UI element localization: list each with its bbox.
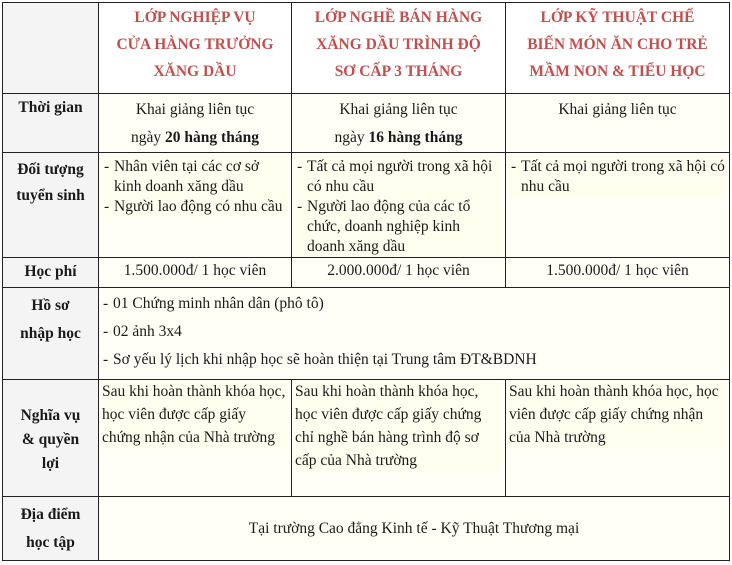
thoi-gian-course-1 [99,94,292,153]
header-corner-cell [3,3,99,94]
row-label-doi-tuong [3,153,99,258]
thoi-gian-course-3 [506,94,730,153]
course-table [2,2,730,561]
nghia-vu-course-3-text: Sau khi hoàn thành khóa học, học viên được cấp giấy chứng nhận của Nhà trường [509,380,725,449]
row-label-nghia-vu-line-3: lợi [41,455,60,472]
header-course-2 [292,3,506,94]
thoi-gian-course-1-line-2 [99,124,291,152]
nghia-vu-course-3 [506,380,730,497]
row-label-doi-tuong-line-2: tuyển sinh [16,187,85,204]
ho-so-item-1: - 01 Chứng minh nhân dân (phô tô) [101,290,725,318]
header-course-3-line-3: MẦM NON & TIỂU HỌC [529,63,706,80]
doi-tuong-course-3-item-1: - Tất cả mọi người trong xã hội có nhu cầu [509,157,725,197]
header-course-3-line-2: BIẾN MÓN ĂN CHO TRẺ [527,36,708,53]
header-course-1-line-2: CỬA HÀNG TRƯỞNG [116,36,274,53]
row-label-nghia-vu-line-1: Nghĩa vụ [20,407,81,424]
hoc-phi-course-2 [292,258,506,288]
doi-tuong-course-2 [292,153,506,258]
nghia-vu-course-2 [292,380,506,497]
nghia-vu-course-1 [99,380,292,497]
thoi-gian-course-1-day: 20 hàng tháng [165,129,259,146]
thoi-gian-course-2 [292,94,506,153]
header-course-2-line-1: LỚP NGHỀ BÁN HÀNG [314,9,483,26]
row-label-doi-tuong-line-1: Đối tượng [17,161,84,178]
thoi-gian-course-2-line-1: Khai giảng liên tục [339,101,458,118]
doi-tuong-course-1-item-2: - Người lao động có nhu cầu [102,197,287,217]
thoi-gian-course-2-day: 16 hàng tháng [368,129,463,146]
ho-so-requirements [99,288,730,380]
ho-so-item-3: - Sơ yếu lý lịch khi nhập học sẽ hoàn thiện tại Trung tâm ĐT&BDNH [101,346,725,374]
thoi-gian-course-1-line-1: Khai giảng liên tục [135,101,255,118]
row-label-thoi-gian [3,94,99,153]
thoi-gian-course-3-line-1: Khai giảng liên tục [558,101,677,118]
dia-diem-value: Tại trường Cao đẳng Kinh tế - Kỹ Thuật Thương mại [248,519,580,537]
header-course-1-line-1: LỚP NGHIỆP VỤ [134,9,256,26]
doi-tuong-course-3-list [509,157,725,197]
doi-tuong-course-2-list [295,157,501,257]
doi-tuong-course-1-list [102,157,287,217]
hoc-phi-course-3-value: 1.500.000đ/ 1 học viên [546,262,689,279]
row-label-thoi-gian-text: Thời gian [18,99,83,116]
hoc-phi-course-1-value: 1.500.000đ/ 1 học viên [123,262,267,279]
nghia-vu-course-1-text: Sau khi hoàn thành khóa học, học viên được cấp giấy chứng nhận của Nhà trường [102,380,287,449]
hoc-phi-course-1 [99,258,292,288]
row-label-dia-diem-line-1: Địa điểm [20,506,81,523]
thoi-gian-course-1-prefix: ngày [131,129,166,146]
doi-tuong-course-1-item-1: - Nhân viên tại các cơ sở kinh doanh xăng dầu [102,157,287,197]
doi-tuong-course-2-item-1: - Tất cả mọi người trong xã hội có nhu cầu [295,157,501,197]
row-label-ho-so-line-2: nhập học [20,325,81,342]
thoi-gian-course-2-line-2 [292,124,505,152]
row-label-ho-so [3,288,99,380]
row-label-dia-diem-line-2: học tập [26,534,75,551]
row-label-dia-diem [3,497,99,561]
header-course-3-line-1: LỚP KỸ THUẬT CHẾ [540,9,695,26]
row-label-hoc-phi [3,258,99,288]
header-course-3 [506,3,730,94]
row-label-nghia-vu-line-2: & quyền [21,431,80,448]
row-label-nghia-vu [3,380,99,497]
header-course-1 [99,3,292,94]
doi-tuong-course-3 [506,153,730,258]
hoc-phi-course-2-value: 2.000.000đ/ 1 học viên [327,262,470,279]
hoc-phi-course-3 [506,258,730,288]
row-label-hoc-phi-text: Học phí [24,263,77,280]
ho-so-item-2: - 02 ảnh 3x4 [101,318,725,346]
doi-tuong-course-2-item-2: - Người lao động của các tổ chức, doanh nghiệp kinh doanh xăng dầu [295,197,501,257]
row-label-ho-so-line-1: Hồ sơ [31,297,70,314]
ho-so-list [101,290,725,374]
header-course-1-line-3: XĂNG DẦU [153,63,237,80]
nghia-vu-course-2-text: Sau khi hoàn thành khóa học, học viên được cấp giấy chứng chỉ nghề bán hàng trình độ sơ cấp của Nhà trường [295,380,501,472]
dia-diem-value-cell [99,497,730,561]
doi-tuong-course-1 [99,153,292,258]
thoi-gian-course-2-prefix: ngày [334,129,369,146]
header-course-2-line-2: XĂNG DẦU TRÌNH ĐỘ [316,36,481,53]
header-course-2-line-3: SƠ CẤP 3 THÁNG [334,63,463,80]
